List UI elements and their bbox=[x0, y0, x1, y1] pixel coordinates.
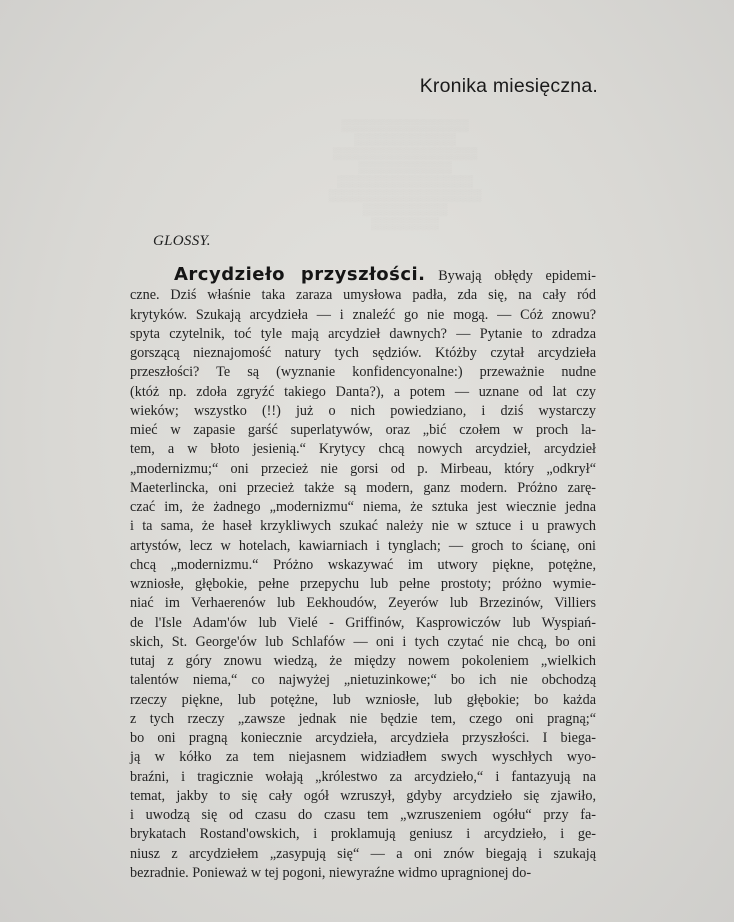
text-line: ją w kółko za tem niejasnem widziadłem swych wyschłych wyo- bbox=[130, 749, 596, 766]
text-line: tutaj z góry znowu wiedzą, że między nowem pokoleniem „wielkich bbox=[130, 653, 596, 669]
text-line: rzeczy piękne, lub potężne, lub wzniosłe, lub głębokie; bo każda bbox=[130, 691, 596, 708]
text-line: przeszłości? Te są (wyznanie konfidencyonalne:) przeważnie nudne bbox=[130, 364, 596, 381]
text-line: braźni, i tragicznie wołają „królestwo za arcydzieło,“ i fantazyują na bbox=[130, 768, 596, 785]
text-line: krytyków. Szukają arcydzieła — i znaleźć go nie mogą. — Cóż znowu? bbox=[130, 306, 596, 323]
text-line: czać im, że żadnego „modernizmu“ niema, że sztuka jest wiecznie jedna bbox=[130, 499, 596, 515]
text-line: niusz z arcydziełem „zasypują się“ — a oni znów biegają i szukają bbox=[130, 845, 596, 862]
text-line: wzniosłe, głębokie, pełne przepychu lub pełne prostoty; próżno wymie- bbox=[130, 576, 596, 592]
text-line: temat, jakby to się cały ogół wzruszył, gdyby arcydzieło się zjawiło, bbox=[130, 787, 596, 804]
text-line: i ta sama, że haseł krzykliwych szukać należy nie w sztuce i u prawych bbox=[130, 518, 596, 535]
text-line: wieków; wszystko (!!) już o nich powiedziano, i dziś wystarczy bbox=[130, 402, 596, 419]
text-line: Bywają obłędy epidemi- bbox=[425, 268, 596, 284]
running-header: Kronika miesięczna. bbox=[419, 75, 598, 97]
show-through-text: ▒▒▒▒▒▒▒▒▒▒▒▒▒▒▒ ▒▒▒▒▒▒▒▒▒▒▒▒ ▒▒▒▒▒▒▒▒▒▒▒▒▒▒▒▒▒ ▒▒▒▒▒▒▒▒▒▒▒ ▒▒▒▒▒▒▒▒▒▒▒▒▒▒▒▒ ▒▒▒▒▒▒▒▒▒▒▒▒▒▒▒▒▒▒ ▒▒▒▒▒▒▒▒▒▒ ▒▒▒▒▒▒▒▒ bbox=[328, 118, 482, 230]
article-first-line bbox=[130, 265, 596, 286]
text-line: tem, a w błoto jesienią.“ Krytycy chcą nowych arcydzieł, arcydzieł bbox=[130, 441, 596, 458]
text-line: spyta czytelnik, toć tyle mają arcydzieł dawnych? — Pytanie to zdradza bbox=[130, 325, 596, 342]
text-line: mieć w zapasie garść superlatywów, oraz „bić czołem w proch la- bbox=[130, 422, 596, 438]
text-line: talentów niema,“ co najwyżej „nietuzinkowe;“ bo ich nie obchodzą bbox=[130, 672, 596, 689]
text-line: chcą „modernizmu.“ Próżno wskazywać im utwory piękne, potężne, bbox=[130, 556, 596, 573]
article-body bbox=[130, 265, 596, 883]
text-line: gorszącą nieznajomość natury tych sędziów. Któżby czytał arcydzieła bbox=[130, 345, 596, 361]
section-label: GLOSSY. bbox=[153, 233, 211, 249]
text-line: bezradnie. Ponieważ w tej pogoni, niewyraźne widmo upragnionej do- bbox=[130, 864, 532, 881]
text-line: z tych rzeczy „zawsze jednak nie będzie tem, czego oni pragną;“ bbox=[130, 710, 596, 727]
text-line: (któż np. zdoła zgryźć takiego Danta?), a potem — uznane od lat czy bbox=[130, 383, 596, 400]
text-line: niać im Verhaerenów lub Eekhoudów, Zeyerów lub Brzezinów, Villiers bbox=[130, 595, 596, 612]
text-line: i uwodzą się od czasu do czasu tem „wzruszeniem ogółu“ przy fa- bbox=[130, 807, 596, 823]
text-line: skich, St. George'ów lub Schlafów — oni i tych czytać nie chcą, bo oni bbox=[130, 633, 596, 650]
text-line: czne. Dziś właśnie taka zaraza umysłowa padła, zda się, na cały ród bbox=[130, 287, 596, 304]
text-line: brykatach Rostand'owskich, i proklamują geniusz i arcydzieło, i ge- bbox=[130, 826, 596, 843]
article-title: Arcydzieło przyszłości. bbox=[174, 264, 426, 285]
text-line: artystów, lecz w hotelach, kawiarniach i tynglach; — groch to ścianę, oni bbox=[130, 537, 596, 554]
text-line: de l'Isle Adam'ów lub Vielé - Griffinów, Kasprowiczów lub Wyspiań- bbox=[130, 614, 596, 631]
text-line: bo oni pragną koniecznie arcydzieła, arcydzieła przyszłości. I biega- bbox=[130, 730, 596, 746]
text-line: Maeterlincka, oni przecież także są modern, ganz modern. Próżno zarę- bbox=[130, 479, 596, 496]
text-line: „modernizmu;“ oni przecież nie gorsi od p. Mirbeau, który „odkrył“ bbox=[130, 460, 596, 477]
